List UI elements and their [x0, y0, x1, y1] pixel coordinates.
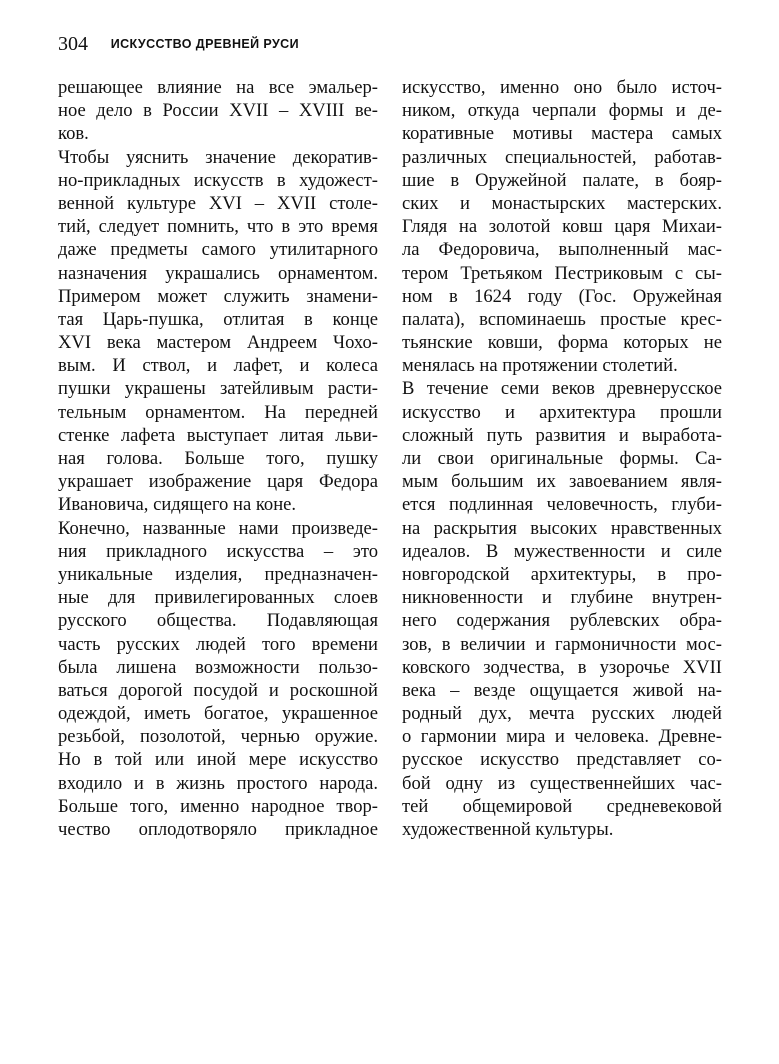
text-line: Но в той или иной мере искусство	[58, 749, 378, 771]
text-line: решающее влияние на все эмальер-	[58, 77, 378, 98]
text-line: входило и в жизнь простого народа.	[58, 772, 378, 794]
text-line: бой одну из существеннейших час-	[402, 772, 722, 794]
text-line: тельным орнаментом. На передней	[58, 401, 378, 423]
text-line: тьянские ковши, форма которых не	[402, 332, 722, 354]
text-line: ваться дорогой посудой и роскошной	[58, 679, 378, 701]
text-line: шие в Оружейной палате, в бояр-	[402, 169, 722, 191]
text-line: ное дело в России XVII – XVIII ве-	[58, 100, 378, 122]
text-line: коративные мотивы мастера самых	[402, 123, 722, 145]
text-line: менялась на протяжении столетий.	[402, 355, 678, 377]
text-line: Больше того, именно народное твор-	[58, 795, 378, 817]
text-column-left	[58, 76, 378, 841]
text-line: чество оплодотворяло прикладное	[58, 819, 378, 840]
text-line: ских и монастырских мастерских.	[402, 192, 722, 214]
text-line: ла Федоровича, выполненный мас-	[402, 239, 722, 261]
text-line: новгородской архитектуры, в про-	[402, 563, 722, 585]
text-line: века – везде ощущается живой на-	[402, 679, 722, 701]
text-line: уникальные изделия, предназначен-	[58, 563, 378, 585]
text-line: но-прикладных искусств в художест-	[58, 169, 378, 191]
text-line: никновенности и глубине внутрен-	[402, 587, 722, 609]
text-line: ли свои оригинальные формы. Са-	[402, 448, 722, 469]
text-line: русское искусство представляет со-	[402, 749, 722, 771]
text-line: ном в 1624 году (Гос. Оружейная	[402, 285, 722, 307]
text-line: В течение семи веков древнерусское	[402, 378, 722, 400]
page-number: 304	[58, 33, 88, 55]
text-line: ные для привилегированных слоев	[58, 587, 378, 609]
text-line: пушки украшены затейливым расти-	[58, 378, 378, 400]
text-line: зов, в величии и гармоничности мос-	[402, 633, 722, 655]
text-line: тая Царь-пушка, отлитая в конце	[58, 308, 378, 330]
text-line: искусство и архитектура прошли	[402, 401, 722, 423]
text-line: ковского зодчества, в узорочье XVII	[402, 656, 722, 678]
text-line: резьбой, позолотой, чернью оружие.	[58, 726, 378, 748]
text-line: Чтобы уяснить значение декоратив-	[58, 146, 378, 168]
text-line: сложный путь развития и выработа-	[402, 424, 722, 446]
text-line: вым. И ствол, и лафет, и колеса	[58, 355, 378, 377]
text-line: различных специальностей, работав-	[402, 146, 722, 168]
text-line: ния прикладного искусства – это	[58, 540, 378, 562]
text-line: Конечно, названные нами произведе-	[58, 517, 378, 539]
text-line: Примером может служить знамени-	[58, 285, 378, 307]
text-line: о гармонии мира и человека. Древне-	[402, 726, 722, 748]
text-line: палата), вспоминаешь простые крес-	[402, 308, 722, 330]
text-line: идеалов. В мужественности и силе	[402, 540, 722, 562]
text-line: назначения украшались орнаментом.	[58, 262, 378, 284]
text-line: него содержания рублевских обра-	[402, 610, 722, 632]
section-title: ИСКУССТВО ДРЕВНЕЙ РУСИ	[110, 37, 299, 51]
text-line: ная голова. Больше того, пушку	[58, 448, 378, 469]
text-line: XVI века мастером Андреем Чохо-	[58, 332, 378, 354]
running-head	[58, 33, 299, 56]
text-line: даже предметы самого утилитарного	[58, 239, 378, 261]
text-line: на раскрытия высоких нравственных	[402, 517, 722, 539]
text-line: венной культуре XVI – XVII столе-	[58, 192, 378, 214]
text-line: украшает изображение царя Федора	[58, 471, 378, 493]
text-line: стенке лафета выступает литая льви-	[58, 424, 378, 446]
text-line: мым большим их завоеванием явля-	[402, 471, 722, 493]
text-line: ков.	[58, 123, 89, 145]
text-line: ется подлинная человечность, глуби-	[402, 494, 722, 516]
text-line: русского общества. Подавляющая	[58, 610, 378, 632]
text-line: ником, откуда черпали формы и де-	[402, 100, 722, 122]
text-line: художественной культуры.	[402, 819, 614, 840]
text-line: Ивановича, сидящего на коне.	[58, 494, 297, 516]
text-column-right	[402, 76, 722, 841]
text-line: искусство, именно оно было источ-	[402, 77, 722, 98]
text-line: часть русских людей того времени	[58, 633, 378, 655]
text-line: тей общемировой средневековой	[402, 795, 722, 817]
text-line: тером Третьяком Пестриковым с сы-	[402, 262, 722, 284]
text-line: родный дух, мечта русских людей	[402, 703, 722, 725]
text-line: была лишена возможности пользо-	[58, 656, 378, 678]
text-line: одеждой, иметь богатое, украшенное	[58, 703, 378, 725]
text-line: Глядя на золотой ковш царя Михаи-	[402, 216, 722, 238]
text-line: тий, следует помнить, что в это время	[58, 216, 378, 238]
